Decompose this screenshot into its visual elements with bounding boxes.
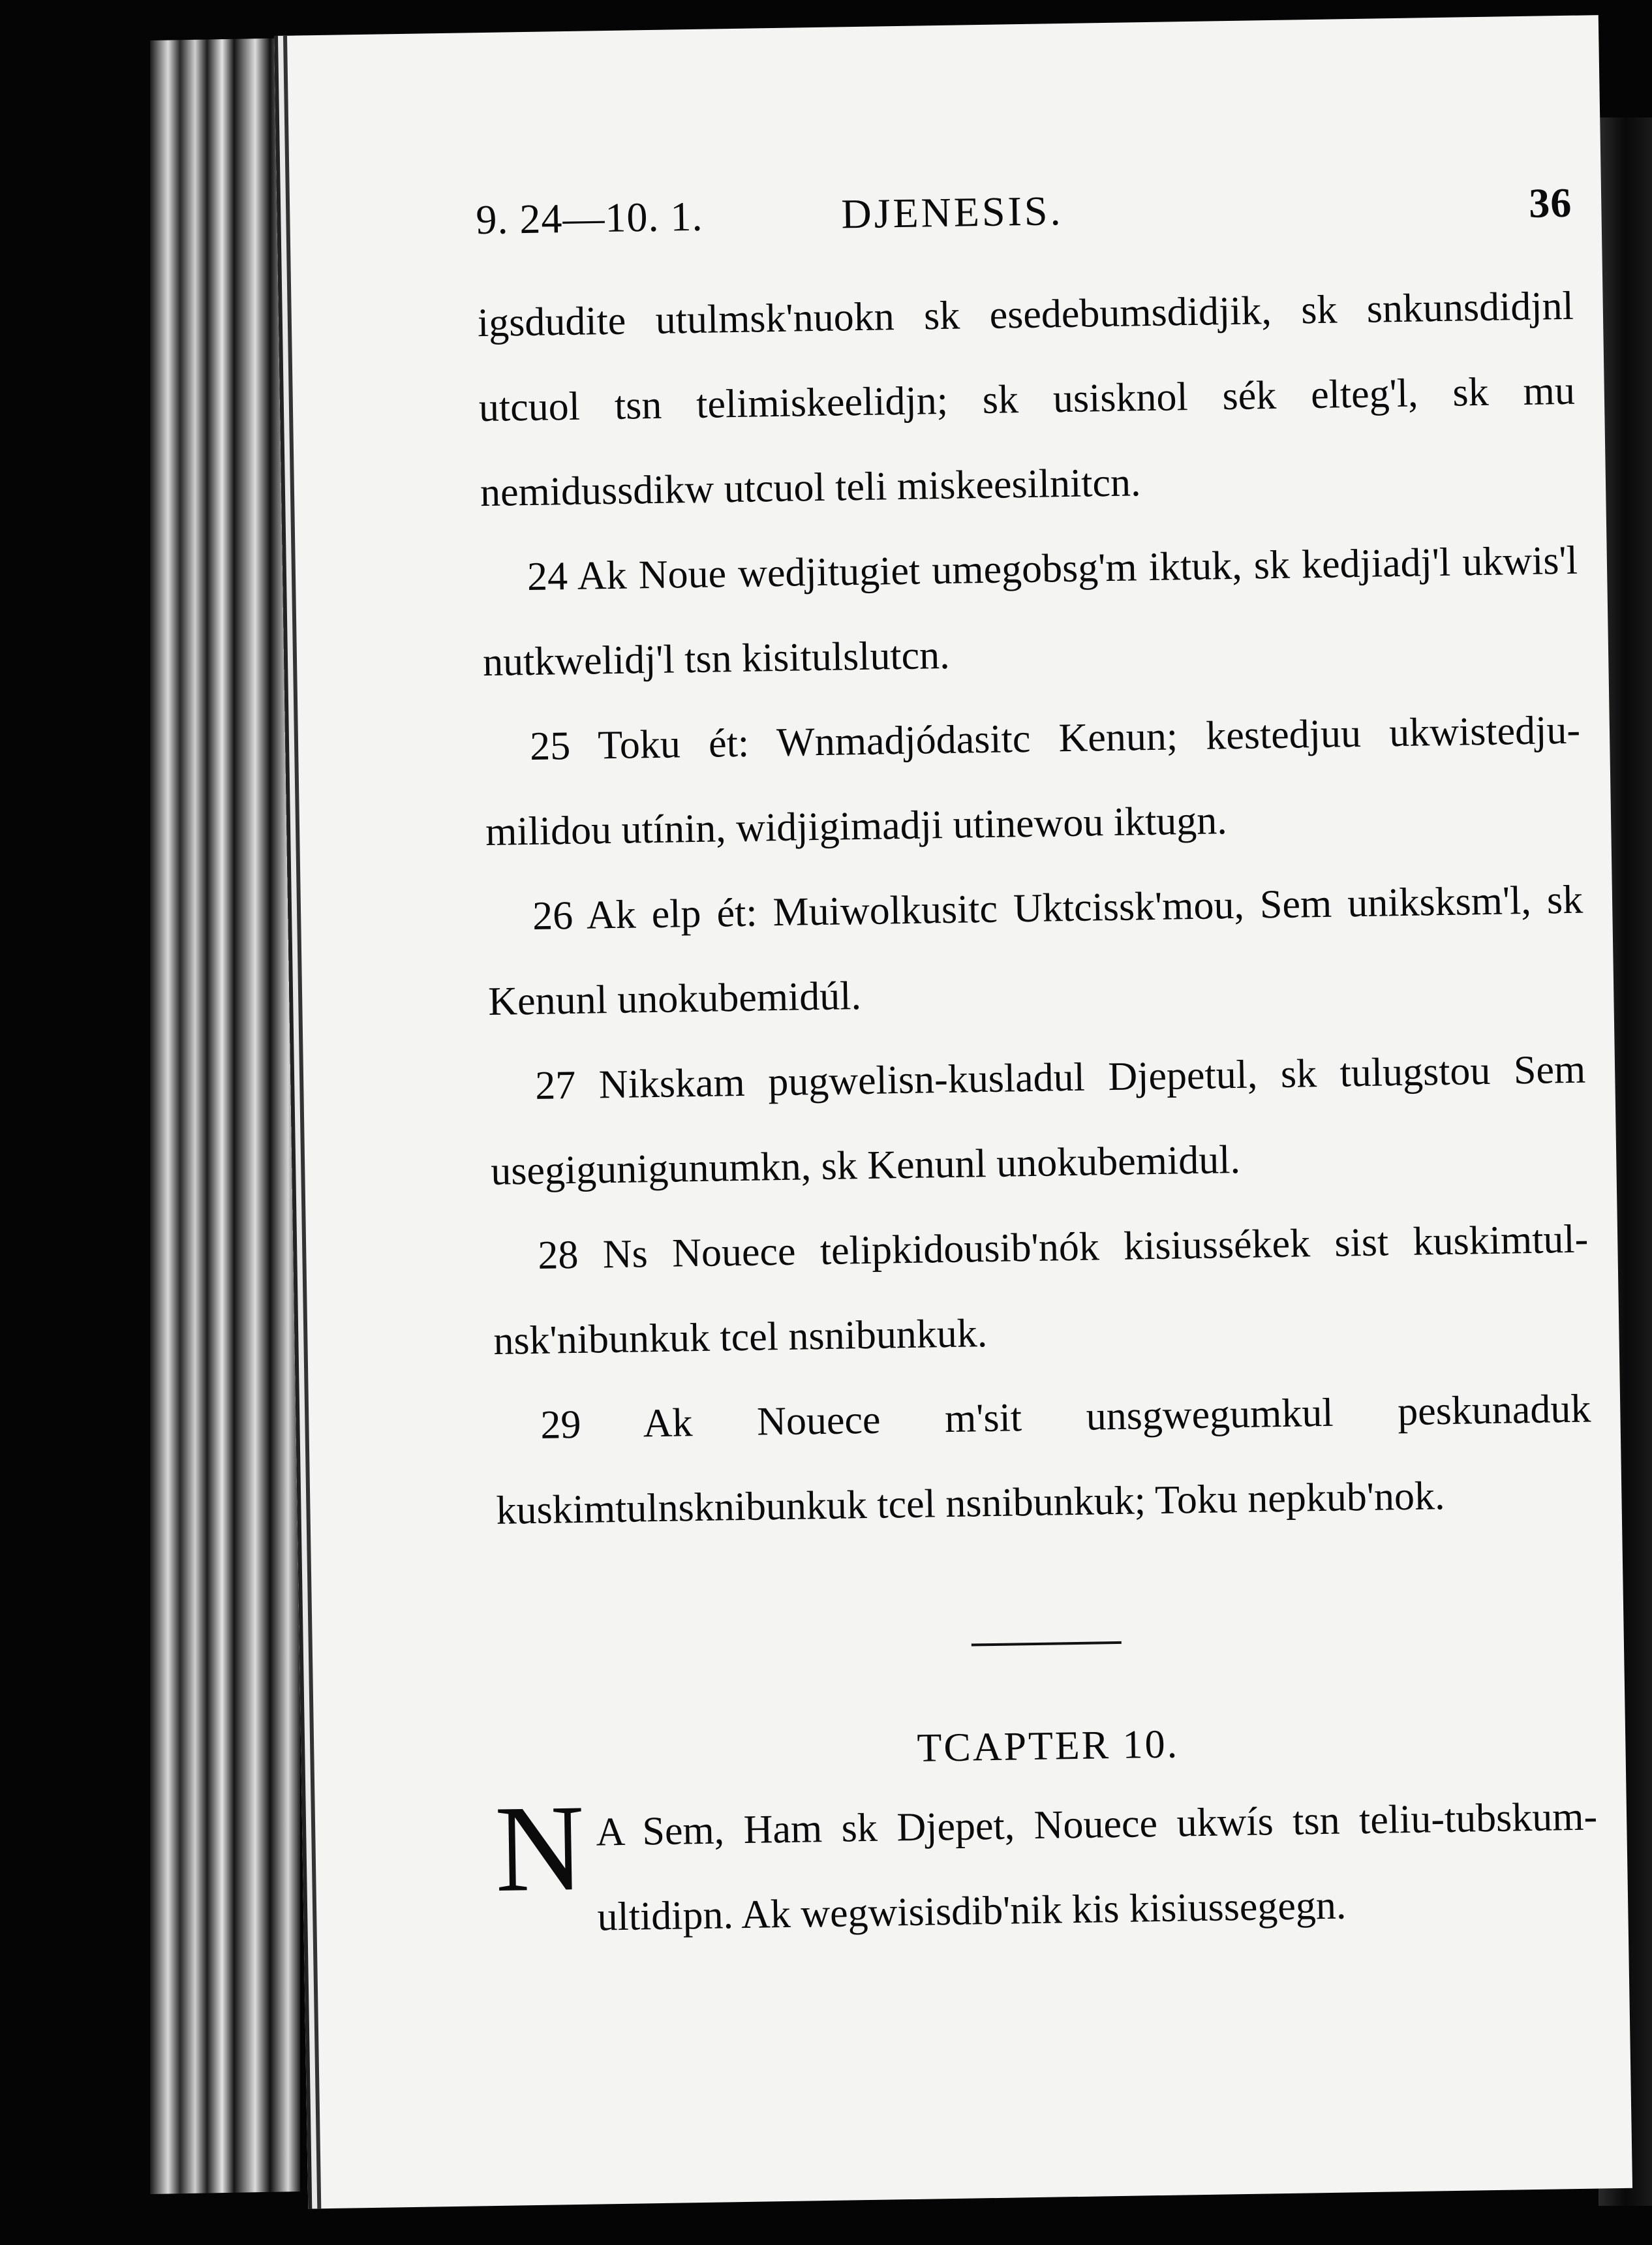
verse-26 xyxy=(486,858,1585,1044)
verse-text: Ak Nouece m'sit unsgwegumkul peskunaduk kuskimtulnsknibunkuk tcel nsnibunkuk; Toku nepkub'nok. xyxy=(496,1386,1591,1533)
page-number: 36 xyxy=(1528,179,1572,226)
verse-27 xyxy=(489,1027,1587,1214)
page-content xyxy=(476,179,1599,1961)
continued-verse-text: igsdudite utulmsk'nuokn sk esedebumsdidjik, sk snkunsdidjnl utcuol tsn telimiskeelidjn; sk usisknol sék elteg'l, sk mu nemidussdikw utcuol teli miskeesilnitcn. xyxy=(477,283,1576,516)
section-divider xyxy=(971,1641,1122,1647)
book-page-edges xyxy=(150,38,300,2194)
drop-cap: N xyxy=(494,1779,586,1919)
book-page xyxy=(274,15,1632,2208)
chapter-opening-paragraph xyxy=(494,1774,1599,1960)
verse-number: 27 xyxy=(534,1062,576,1108)
verse-number: 25 xyxy=(529,724,571,769)
book-title: DJENESIS. xyxy=(840,187,1063,238)
verse-text: Ak elp ét: Muiwolkusitc Uktcissk'mou, Sem uniksksm'l, sk Kenunl unokubemidúl. xyxy=(487,877,1583,1025)
verse-text: Nikskam pugwelisn-kusladul Djepetul, sk tulugstou Sem usegigunigunumkn, sk Kenunl unokubemidul. xyxy=(490,1047,1586,1194)
verse-text: Ns Nouece telipkidousib'nók kisiussékek sist kuskimtul-nsk'nibunkuk tcel nsnibunkuk. xyxy=(493,1216,1589,1363)
verse-25 xyxy=(483,688,1582,875)
chapter-heading: TCAPTER 10. xyxy=(917,1722,1180,1771)
verse-29 xyxy=(494,1367,1593,1553)
running-header xyxy=(476,179,1573,281)
verse-number: 24 xyxy=(527,554,568,600)
verse-text: Toku ét: Wnmadjódasitc Kenun; kestedjuu ukwistedju-milidou utínin, widjigimadji utinewou iktugn. xyxy=(485,707,1581,855)
verse-number: 28 xyxy=(537,1232,579,1278)
verse-24 xyxy=(481,518,1580,705)
verse-number: 26 xyxy=(532,893,574,938)
verse-text: Ak Noue wedjitugiet umegobsg'm iktuk, sk kedjiadj'l ukwis'l nutkwelidj'l tsn kisitulslutcn. xyxy=(482,538,1578,685)
verse-number: 29 xyxy=(540,1402,582,1448)
verse-28 xyxy=(491,1197,1590,1384)
chapter-opening-text: A Sem, Ham sk Djepet, Nouece ukwís tsn teliu-tubskum-ultidipn. Ak wegwisisdib'nik kis kisiussegegn. xyxy=(595,1794,1598,1940)
verse-reference: 9. 24—10. 1. xyxy=(475,193,703,243)
